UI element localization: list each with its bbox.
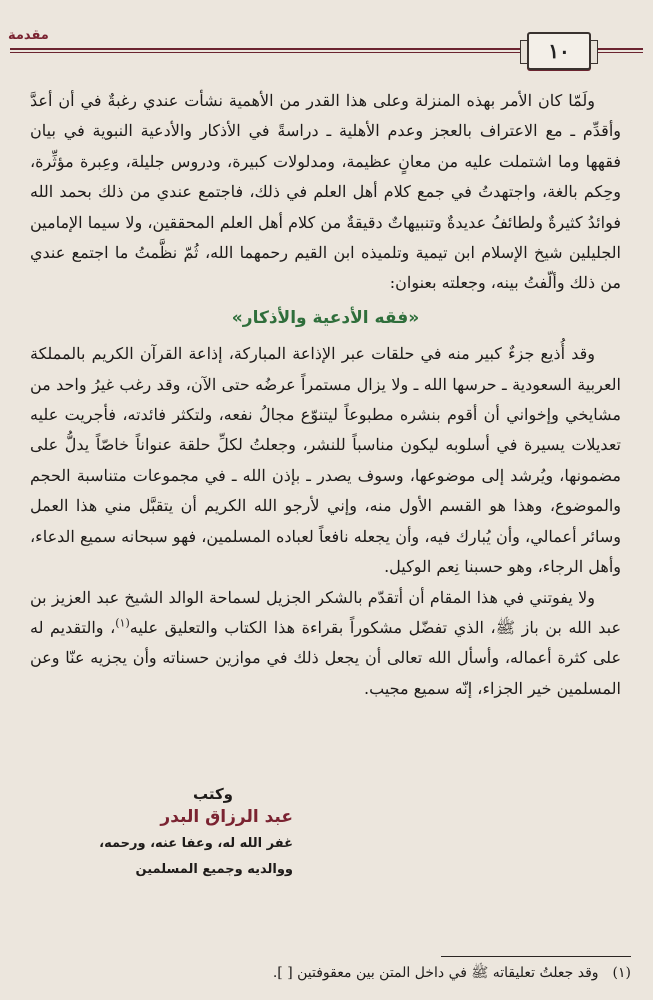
- author-name: عبد الرزاق البدر: [160, 807, 293, 827]
- paragraph-1: ولَمّا كان الأمر بهذه المنزلة وعلى هذا القدر من الأهمية نشأت عندي رغبةٌ في أن أعدَّ وأقدِّم ـ مع الاعتراف بالعجز وعدم الأهلية ـ دراسةً في الأذكار والأدعية النبوية في بيان فقهها وما اشتملت عليه من معانٍ عظيمة، ومدلولات كبيرة، ودروس جليلة، وعِبرة مؤثِّرة، وحِكم بالغة، واجتهدتُ في جمع كلام أهل العلم في ذلك، فاجتمع عندي من ذلك بحمد الله فوائدُ كثيرةٌ ولطائفُ عديدةٌ وتنبيهاتٌ دقيقةٌ من كلام أهل العلم المحققين، ولا سيما الإمامين الجليلين شيخ الإسلام ابن تيمية وتلميذه ابن القيم رحمهما الله، ثُمّ نظَّمتُ ما اجتمع عندي من ذلك وألّفتُ بينه، وجعلته بعنوان:: [30, 91, 621, 293]
- paragraph-3-part1: ولا يفوتني في هذا المقام أن أتقدّم بالشكر الجزيل لسماحة الوالد الشيخ عبد العزيز بن عبد الله بن باز ﷺ، الذي تفضّل مشكوراً بقراءة هذا الكتاب والتعليق عليه: [30, 587, 621, 637]
- footnote-divider: [441, 956, 631, 957]
- body-text: [30, 86, 621, 704]
- paragraph-2: وقد أُذيع جزءٌ كبير منه في حلقات عبر الإذاعة المباركة، إذاعة القرآن الكريم بالمملكة العربية السعودية ـ حرسها الله ـ ولا يزال مستمراً عرضُه حتى الآن، وقد رغب غيرُ واحد من مشايخي وإخواني أن أقوم بنشره مطبوعاً ليتنوّع مجالُ نفعه، ولتكثر فائدته، فأجريت عليه تعديلات يسيرة في أسلوبه ليكون مناسباً للنشر، وجعلتُ لكلِّ حلقة عنواناً خاصّاً يدلُّ على مضمونها، ويُرشد إلى موضوعها، وسوف يصدر ـ بإذن الله ـ في مجموعات متناسبة الحجم والموضوع، وهذا هو القسم الأول منه، وإني لأرجو الله الكريم أن يتقبَّل مني هذا العمل وسائر أعمالي، وأن يُبارك فيه، وأن يجعله نافعاً لعباده المسلمين، فهو سبحانه سميع الدعاء، وأهل الرجاء، وهو حسبنا نِعم الوكيل.: [30, 344, 621, 577]
- footnote-text: وقد جعلتُ تعليقاته ﷺ في داخل المتن بين معقوفتين [ ].: [272, 965, 599, 981]
- paragraph-3: [30, 583, 621, 705]
- signature-block: [83, 785, 293, 885]
- book-title: «فقه الأدعية والأذكار»: [231, 307, 420, 328]
- footnote: [31, 964, 631, 984]
- signature-wrote: وكتب: [192, 785, 233, 803]
- section-label: مقدمة: [8, 28, 49, 43]
- page-header: [0, 28, 653, 72]
- footnote-marker: (١): [115, 616, 130, 630]
- paragraph-3-part2: ، والتقديم له على كثرة أعماله، وأسأل الله تعالى أن يجعل ذلك في موازين حسناته وأن يجزيه عنّا وعن المسلمين خير الجزاء، إنّه سميع مجيب.: [30, 617, 621, 698]
- signature-line-2: ووالديه وجميع المسلمين: [135, 862, 293, 877]
- page-number: ١٠: [527, 32, 591, 70]
- footnote-number: (١): [612, 965, 631, 981]
- signature-line-1: غفر الله له، وعفا عنه، ورحمه،: [99, 836, 293, 851]
